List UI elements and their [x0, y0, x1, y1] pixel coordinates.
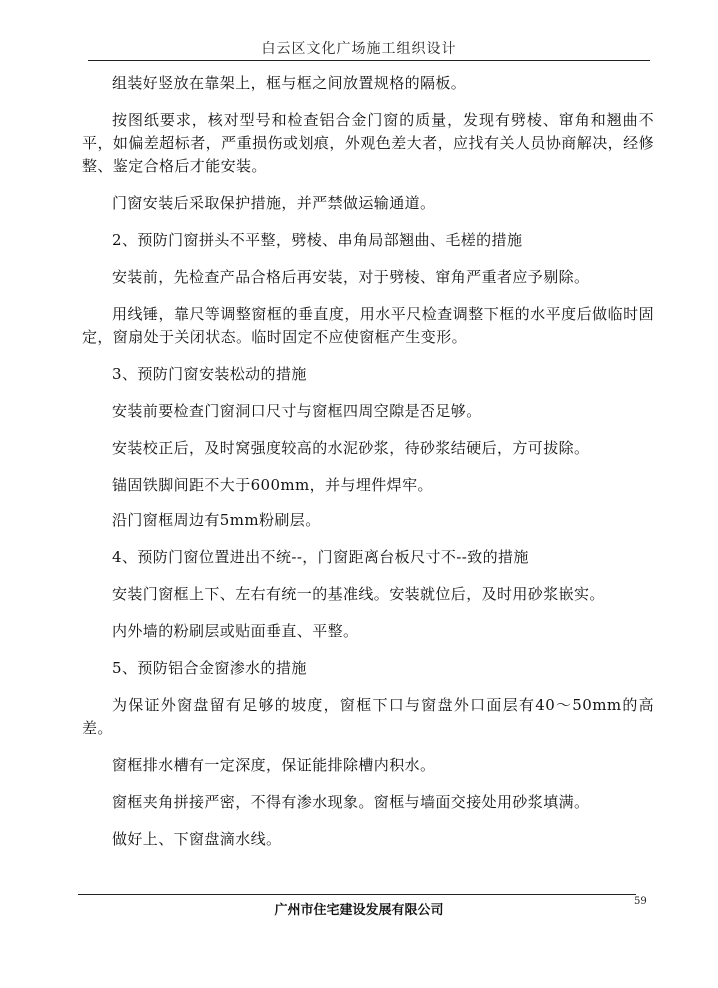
section-heading-4: 4、预防门窗位置进出不统--，门窗距离台板尺寸不--致的措施 — [112, 548, 529, 566]
paragraph-plaster-layer: 沿门窗框周边有5mm粉刷层。 — [112, 511, 321, 529]
paragraph-wall-finish: 内外墙的粉刷层或贴面垂直、平整。 — [112, 622, 359, 640]
page-number: 59 — [634, 896, 647, 907]
paragraph-protection: 门窗安装后采取保护措施，并严禁做运输通道。 — [112, 194, 436, 212]
header-divider — [88, 60, 650, 61]
paragraph-datum-line: 安装门窗框上下、左右有统一的基准线。安装就位后，及时用砂浆嵌实。 — [112, 585, 605, 603]
section-heading-3: 3、预防门窗安装松动的措施 — [112, 365, 307, 383]
paragraph-sill-slope: 为保证外窗盘留有足够的坡度，窗框下口与窗盘外口面层有40～50mm的高差。 — [82, 696, 654, 737]
paragraph-drip-line: 做好上、下窗盘滴水线。 — [112, 830, 282, 848]
footer-divider — [78, 894, 636, 895]
paragraph-drainage-groove: 窗框排水槽有一定深度，保证能排除槽内积水。 — [112, 756, 436, 774]
document-body — [82, 72, 654, 865]
paragraph-corner-joint: 窗框夹角拼接严密，不得有渗水现象。窗框与墙面交接处用砂浆填满。 — [112, 793, 590, 811]
paragraph-assembly-storage: 组装好竖放在靠架上，框与框之间放置规格的隔板。 — [112, 74, 467, 92]
paragraph-quality-check: 按图纸要求，核对型号和检查铝合金门窗的质量，发现有劈棱、窜角和翘曲不平，如偏差超标者，严重损伤或划痕，外观色差大者，应找有关人员协商解决，经修整、鉴定合格后才能安装。 — [82, 111, 654, 175]
paragraph-anchor-spacing: 锚固铁脚间距不大于600mm，并与埋件焊牢。 — [112, 476, 433, 494]
paragraph-pre-install-check: 安装前，先检查产品合格后再安装，对于劈棱、窜角严重者应予剔除。 — [112, 268, 590, 286]
paragraph-alignment: 用线锤，靠尺等调整窗框的垂直度，用水平尺检查调整下框的水平度后做临时固定，窗扇处于关闭状态。临时固定不应使窗框产生变形。 — [82, 305, 654, 346]
section-heading-5: 5、预防铝合金窗渗水的措施 — [112, 659, 307, 677]
page-header-title: 白云区文化广场施工组织设计 — [261, 41, 457, 57]
footer-company-name: 广州市住宅建设发展有限公司 — [274, 903, 444, 918]
section-heading-2: 2、预防门窗拼头不平整，劈棱、串角局部翘曲、毛槎的措施 — [112, 231, 523, 249]
paragraph-mortar: 安装校正后，及时窝强度较高的水泥砂浆，待砂浆结硬后，方可拔除。 — [112, 439, 590, 457]
paragraph-opening-size: 安装前要检查门窗洞口尺寸与窗框四周空隙是否足够。 — [112, 402, 482, 420]
